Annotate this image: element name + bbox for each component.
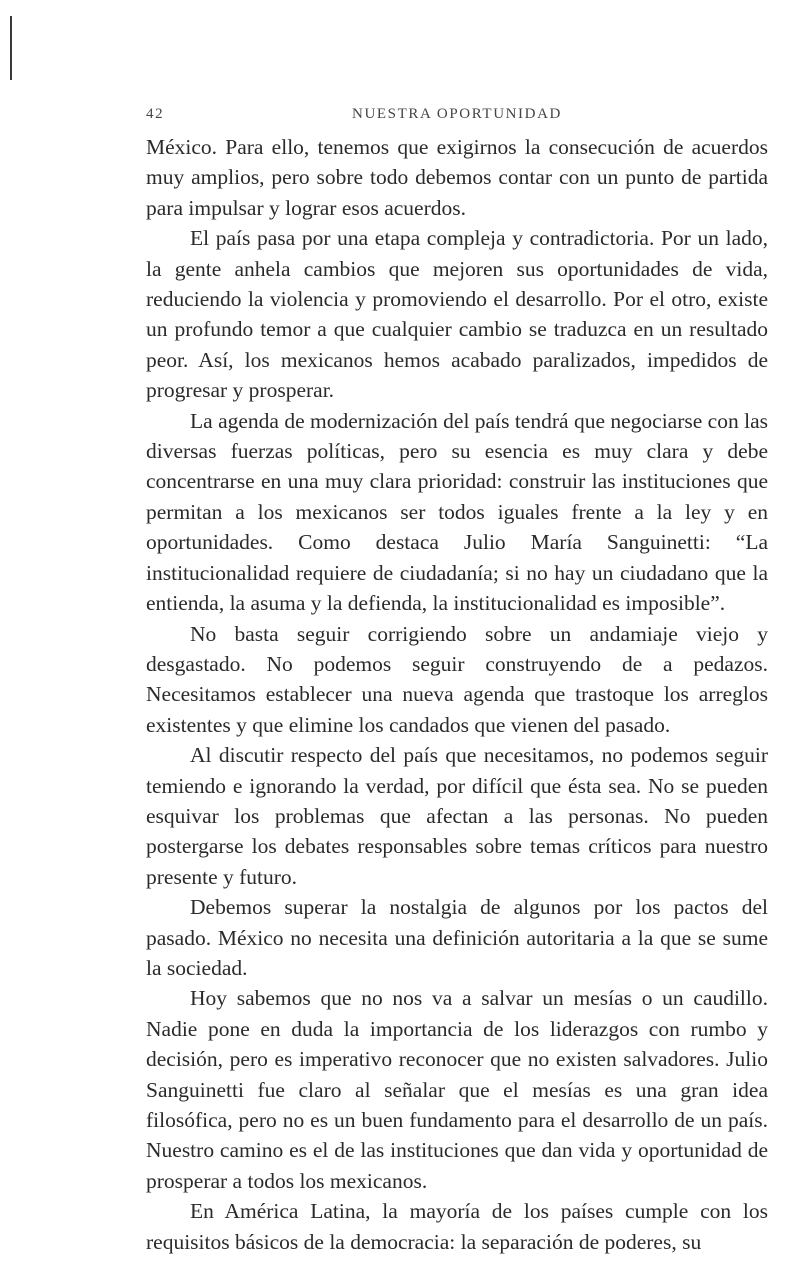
paragraph: Debemos superar la nostalgia de algunos por los pactos del pasado. México no necesita una definición autoritaria a la que se sume la sociedad.	[146, 895, 768, 980]
book-page	[146, 100, 768, 1257]
paragraph: Al discutir respecto del país que necesitamos, no podemos seguir temiendo e ignorando la verdad, por difícil que ésta sea. No se pueden esquivar los problemas que afectan a las personas. No pueden postergarse los debates responsables sobre temas críticos para nuestro presente y futuro.	[146, 743, 768, 889]
body-text	[146, 132, 768, 1257]
paragraph-continued: México. Para ello, tenemos que exigirnos la consecución de acuerdos muy amplios, pero sobre todo debemos contar con un punto de partida para impulsar y lograr esos acuerdos.	[146, 135, 768, 220]
paragraph: En América Latina, la mayoría de los países cumple con los requisitos básicos de la democracia: la separación de poderes, su	[146, 1199, 768, 1254]
running-head	[146, 100, 768, 132]
paragraph: No basta seguir corrigiendo sobre un andamiaje viejo y desgastado. No podemos seguir construyendo de a pedazos. Necesitamos establecer una nueva agenda que trastoque los arreglos existentes y que elimine los candados que vienen del pasado.	[146, 621, 768, 737]
page-number: 42	[146, 106, 165, 122]
running-title: NUESTRA OPORTUNIDAD	[352, 106, 562, 122]
paragraph: La agenda de modernización del país tendrá que negociarse con las diversas fuerzas políticas, pero su esencia es muy clara y debe concentrarse en una muy clara prioridad: construir las instituciones que permitan a los mexicanos ser todos iguales frente a la ley y en oportunidades. Como destaca Julio María Sanguinetti: “La institucionalidad requiere de ciudadanía; si no hay un ciudadano que la entienda, la asuma y la defienda, la institucionalidad es imposible”.	[146, 408, 768, 616]
paragraph: Hoy sabemos que no nos va a salvar un mesías o un caudillo. Nadie pone en duda la importancia de los liderazgos con rumbo y decisión, pero es imperativo reconocer que no existen salvadores. Julio Sanguinetti fue claro al señalar que el mesías es una gran idea filosófica, pero no es un buen fundamento para el desarrollo de un país. Nuestro camino es el de las instituciones que dan vida y oportunidad de prosperar a todos los mexicanos.	[146, 986, 768, 1193]
margin-rule	[10, 16, 12, 80]
paragraph: El país pasa por una etapa compleja y contradictoria. Por un lado, la gente anhela cambios que mejoren sus oportunidades de vida, reduciendo la violencia y promoviendo el desarrollo. Por el otro, existe un profundo temor a que cualquier cambio se traduzca en un resultado peor. Así, los mexicanos hemos acabado paralizados, impedidos de progresar y prosperar.	[146, 226, 768, 403]
